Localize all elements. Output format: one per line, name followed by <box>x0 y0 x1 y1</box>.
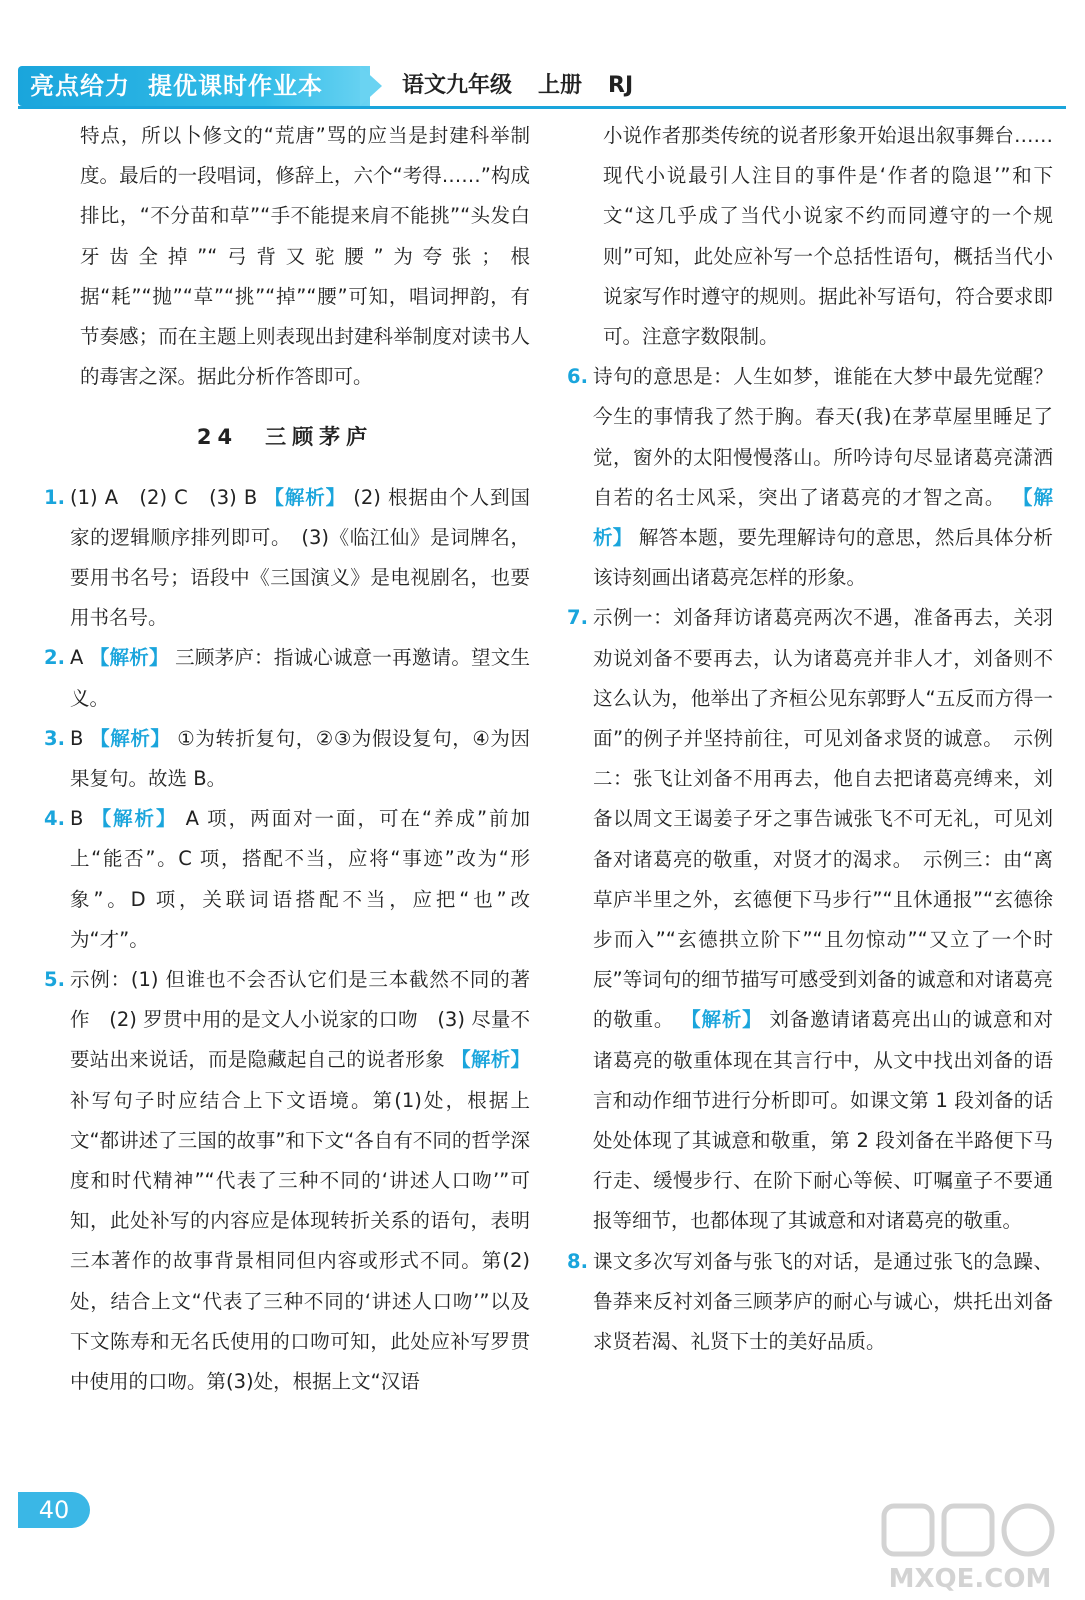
analysis-tag: 【解析】 <box>681 1008 763 1032</box>
subject-grade: 语文九年级 <box>402 73 513 98</box>
series-title <box>30 66 323 106</box>
volume: 上册 <box>538 73 583 98</box>
item-number: 7. <box>567 606 588 630</box>
right-column <box>563 116 1053 1362</box>
analysis-tag: 【解析】 <box>264 485 347 509</box>
section-title: 24 三顾茅庐 <box>196 425 374 450</box>
answer-item-6 <box>563 357 1053 598</box>
analysis-text: 补写句子时应结合上下文语境。第(1)处，根据上文“都讲述了三国的故事”和下文“各自有不同的哲学深度和时代精神”“代表了三种不同的‘讲述人口吻’”可知，此处补写的内容应是体现转折关系的语句，表明三本著作的故事背景相同但内容或形式不同。第(2)处，结合上文“代表了三种不同的‘讲述人口吻’”以及下文陈寿和无名氏使用的口吻可知，此处应补写罗贯中使用的口吻。第(3)处，根据上文“汉语 <box>70 1088 530 1394</box>
left-column <box>40 116 530 1402</box>
analysis-tag: 【解析】 <box>89 646 169 670</box>
continued-paragraph: 小说作者那类传统的说者形象开始退出叙事舞台……现代小说最引人注目的事件是‘作者的隐退’”和下文“这几乎成了当代小说家不约而同遵守的一个规则”可知，此处应补写一个总括性语句，概括当代小说家写作时遵守的规则。据此补写语句，符合要求即可。注意字数限制。 <box>603 124 1053 349</box>
watermark-text: MXQE.COM <box>888 1564 1052 1594</box>
header-banner-arrow <box>360 66 382 106</box>
answer-item-5 <box>40 960 530 1402</box>
header-rule <box>18 106 1066 109</box>
analysis-tag: 【解析】 <box>451 1048 530 1072</box>
page-number: 40 <box>18 1492 90 1528</box>
watermark-icon <box>880 1498 1060 1568</box>
edition: RJ <box>608 73 634 98</box>
answer-text: 示例一：刘备拜访诸葛亮两次不遇，准备再去，关羽劝说刘备不要再去，认为诸葛亮并非人才，刘备则不这么认为，他举出了齐桓公见东郭野人“五反而方得一面”的例子并坚持前往，可见刘备求贤的诚意。 示例二：张飞让刘备不用再去，他自去把诸葛亮缚来，刘备以周文王谒姜子牙之事告诫张飞不可无礼，可见刘备对诸葛亮的敬重，对贤才的渴求。 示例三：由“离草庐半里之外，玄德便下马步行”“且休通报”“玄德徐步而入”“玄德拱立阶下”“且勿惊动”“又立了一个时辰”等词句的细节描写可感受到刘备的诚意和对诸葛亮的敬重。 <box>593 606 1053 1032</box>
page-header <box>0 0 1085 108</box>
item-number: 1. <box>44 485 65 509</box>
answer-text: B <box>70 807 84 831</box>
book-info <box>402 66 659 106</box>
analysis-text: 三顾茅庐：指诚心诚意一再邀请。望文生义。 <box>70 646 530 710</box>
answer-item-4 <box>40 799 530 960</box>
item-number: 6. <box>567 365 588 389</box>
analysis-tag: 【解析】 <box>91 807 178 831</box>
answer-text: A <box>70 646 84 670</box>
series-subtitle: 提优课时作业本 <box>148 72 323 100</box>
item-number: 8. <box>567 1249 588 1273</box>
item-number: 4. <box>44 807 65 831</box>
item-number: 5. <box>44 968 65 992</box>
answer-item-7 <box>563 598 1053 1241</box>
watermark-logo <box>880 1498 1060 1594</box>
series-name: 亮点给力 <box>30 72 130 100</box>
answer-text: (1) A (2) C (3) B <box>70 485 258 509</box>
analysis-text: 解答本题，要先理解诗句的意思，然后具体分析该诗刻画出诸葛亮怎样的形象。 <box>593 526 1053 590</box>
answer-text: B <box>70 726 84 750</box>
analysis-tag: 【解析】 <box>90 726 171 750</box>
answer-item-1 <box>40 478 530 639</box>
answer-text: 课文多次写刘备与张飞的对话，是通过张飞的急躁、鲁莽来反衬刘备三顾茅庐的耐心与诚心，烘托出刘备求贤若渴、礼贤下士的美好品质。 <box>593 1249 1053 1354</box>
analysis-tag: 【解析】 <box>593 485 1053 550</box>
analysis-text: A 项，两面对一面，可在“养成”前加上“能否”。C 项，搭配不当，应将“事迹”改为“形象”。D 项，关联词语搭配不当，应把“也”改为“才”。 <box>70 807 531 951</box>
answer-text: 诗句的意思是：人生如梦，谁能在大梦中最先觉醒？今生的事情我了然于胸。春天(我)在茅草屋里睡足了觉，窗外的太阳慢慢落山。所吟诗句尽显诸葛亮潇洒自若的名士风采，突出了诸葛亮的才智之高。 <box>593 365 1053 509</box>
analysis-text: (2) 根据由个人到国家的逻辑顺序排列即可。 (3)《临江仙》是词牌名，要用书名号；语段中《三国演义》是电视剧名，也要用书名号。 <box>70 485 530 630</box>
item-number: 3. <box>44 726 65 750</box>
answer-item-3 <box>40 719 530 799</box>
continued-paragraph: 特点，所以卜修文的“荒唐”骂的应当是封建科举制度。最后的一段唱词，修辞上，六个“考得……”构成排比，“不分苗和草”“手不能提来肩不能挑”“头发白牙齿全掉”“弓背又驼腰”为夸张；根据“耗”“抛”“草”“挑”“掉”“腰”可知，唱词押韵，有节奏感；而在主题上则表现出封建科举制度对读书人的毒害之深。据此分析作答即可。 <box>80 124 530 389</box>
answer-item-2 <box>40 638 530 718</box>
answer-text: 示例：(1) 但谁也不会否认它们是三本截然不同的著作 (2) 罗贯中用的是文人小说家的口吻 (3) 尽量不要站出来说话，而是隐藏起自己的说者形象 <box>70 968 530 1072</box>
analysis-text: 刘备邀请诸葛亮出山的诚意和对诸葛亮的敬重体现在其言行中，从文中找出刘备的语言和动作细节进行分析即可。如课文第 1 段刘备的话处处体现了其诚意和敬重，第 2 段刘备在半路便下马行走、缓慢步行、在阶下耐心等候、叮嘱童子不要通报等细节，也都体现了其诚意和对诸葛亮的敬重。 <box>593 1008 1053 1233</box>
analysis-text: ①为转折复句，②③为假设复句，④为因果复句。故选 B。 <box>70 726 530 791</box>
answer-item-8 <box>563 1242 1053 1363</box>
item-number: 2. <box>44 646 65 670</box>
